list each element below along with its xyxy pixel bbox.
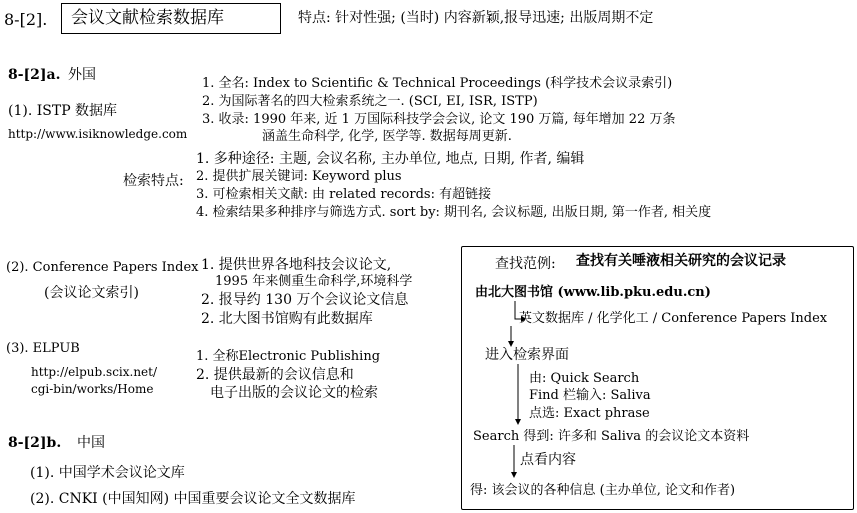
example-source: 由北大图书馆 (www.lib.pku.edu.cn) xyxy=(475,285,711,300)
example-step: 英文数据库 / 化学化工 / Conference Papers Index xyxy=(519,311,828,326)
example-result: 得: 该会议的各种信息 (主办单位, 论文和作者) xyxy=(470,483,736,498)
cpi-item: 2. 报导约 130 万个会议论文信息 xyxy=(201,292,409,308)
cpi-item: 1995 年来侧重生命科学,环境科学 xyxy=(215,274,413,289)
china-heading-label: 中国 xyxy=(77,435,105,451)
features-text: 特点: 针对性强; (当时) 内容新颖,报导迅速; 出版周期不定 xyxy=(298,10,654,26)
search-feature-item: 4. 检索结果多种排序与筛选方式. sort by: 期刊名, 会议标题, 出版日期, 第一作者, 相关度 xyxy=(196,205,712,220)
china-heading: 8-[2]b. xyxy=(8,435,62,451)
example-label: 查找范例: xyxy=(495,256,556,272)
istp-item: 2. 为国际著名的四大检索系统之一. (SCI, EI, ISR, ISTP) xyxy=(202,94,538,109)
istp-name: (1). ISTP 数据库 xyxy=(8,103,118,119)
istp-item: 1. 全名: Index to Scientific & Technical Proceedings (科学技术会议录索引) xyxy=(202,76,673,91)
flow-line xyxy=(509,445,519,479)
istp-item: 3. 收录: 1990 年来, 近 1 万国际科技学会会议, 论文 190 万篇, 每年增加 22 万条 xyxy=(202,112,676,127)
elpub-url[interactable]: cgi-bin/works/Home xyxy=(31,382,154,396)
china-item: (2). CNKI (中国知网) 中国重要会议论文全文数据库 xyxy=(30,491,356,507)
cpi-item: 1. 提供世界各地科技会议论文, xyxy=(201,257,392,273)
cpi-subtitle: (会议论文索引) xyxy=(44,285,139,301)
cpi-item: 2. 北大图书馆购有此数据库 xyxy=(201,311,373,327)
istp-item: 涵盖生命科学, 化学, 医学等. 数据每周更新. xyxy=(262,129,512,144)
page-title: 会议文献检索数据库 xyxy=(71,8,224,28)
example-step: 进入检索界面 xyxy=(485,347,569,363)
elpub-item: 1. 全称Electronic Publishing xyxy=(196,349,381,364)
example-step: Search 得到: 许多和 Saliva 的会议论文本资料 xyxy=(473,429,750,444)
china-item: (1). 中国学术会议论文库 xyxy=(30,465,185,481)
search-feature-item: 3. 可检索相关文献: 由 related records: 有超链接 xyxy=(196,187,492,202)
example-step: Find 栏输入: Saliva xyxy=(529,388,651,403)
example-step: 由: Quick Search xyxy=(529,371,640,386)
flow-arrow-down xyxy=(506,326,516,348)
section-number: 8-[2]. xyxy=(4,10,48,29)
istp-url[interactable]: http://www.isiknowledge.com xyxy=(8,127,188,141)
elpub-item: 电子出版的会议论文的检索 xyxy=(210,385,378,401)
foreign-heading-label: 外国 xyxy=(68,67,96,83)
example-step: 点看内容 xyxy=(520,452,576,468)
example-title: 查找有关唾液相关研究的会议记录 xyxy=(576,253,786,269)
foreign-heading: 8-[2]a. xyxy=(8,67,61,83)
example-step: 点选: Exact phrase xyxy=(529,406,650,421)
cpi-name: (2). Conference Papers Index xyxy=(6,260,199,275)
flow-line xyxy=(513,364,523,426)
search-features-label: 检索特点: xyxy=(123,173,184,189)
elpub-name: (3). ELPUB xyxy=(6,341,80,356)
search-feature-item: 2. 提供扩展关键词: Keyword plus xyxy=(196,169,402,184)
elpub-url[interactable]: http://elpub.scix.net/ xyxy=(31,365,158,379)
elpub-item: 2. 提供最新的会议信息和 xyxy=(196,367,354,383)
search-feature-item: 1. 多种途径: 主题, 会议名称, 主办单位, 地点, 日期, 作者, 编辑 xyxy=(196,151,585,167)
